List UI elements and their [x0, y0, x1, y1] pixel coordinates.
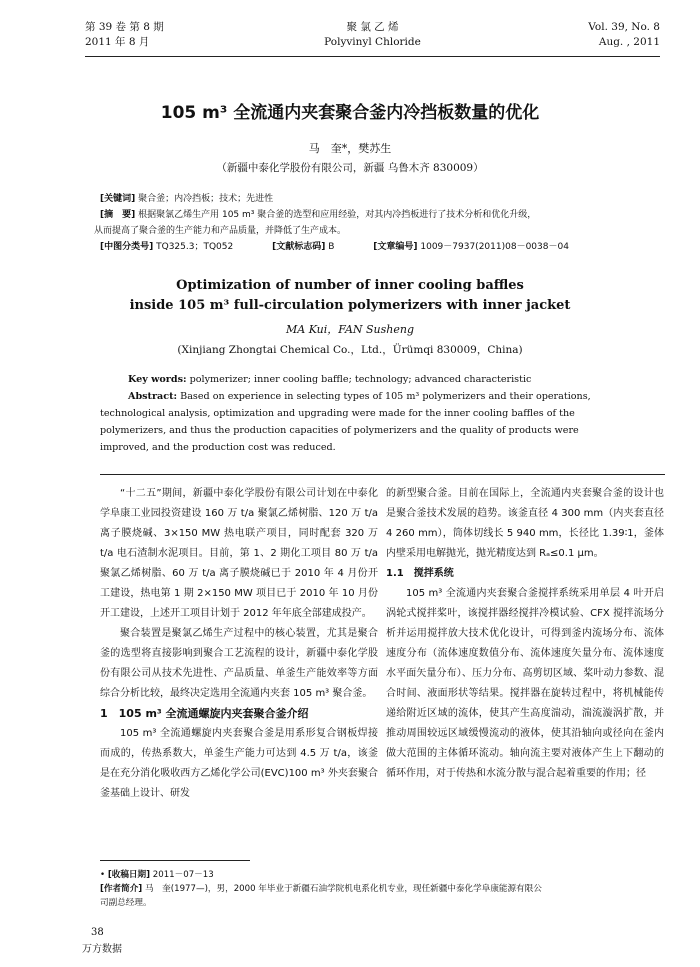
volume-issue-cn: 第 39 卷 第 8 期	[85, 21, 164, 33]
header-right	[588, 20, 660, 50]
abstract-divider	[100, 474, 665, 475]
body-column-left	[100, 484, 378, 804]
author-bio: [作者简介] 马 奎(1977—)，男，2000 年毕业于新疆石油学院机电系化机专业，现任新疆中泰化学阜康能源有限公	[100, 884, 542, 894]
body-paragraph: 105 m³ 全流通螺旋内夹套聚合釜是用系形复合钢板焊接而成的，传热系数大，单釜生产能力可达到 4.5 万 t/a，该釜是在充分消化吸收西方乙烯化学公司(EVC)100 m³ 外夹套聚合釜基础上设计、研发	[100, 728, 378, 799]
cn-keywords-abstract	[94, 191, 660, 255]
section-heading: 1 105 m³ 全流通螺旋内夹套聚合釜介绍	[100, 707, 309, 720]
body-paragraph: 105 m³ 全流通内夹套聚合釜搅拌系统采用单层 4 叶开启涡轮式搅拌桨叶，该搅拌器经搅拌冷模试验、CFX 搅拌流场分析并运用搅拌放大技术优化设计，可得到釜内流场分布、流体速度分布（流体速度数值分布、流体速度矢量分布、流体速度水平面矢量分布）、压力分布、高剪切区域、桨叶动力参数、混合时间、液面形状等结果。搅拌器在旋转过程中，将机械能传递给附近区域的流体，使其产生高度湍动，湍流漩涡扩散，并推动周围较远区域缓慢流动的液体，使其沿轴向或径向在釜内做大范围的主体循环流动。轴向流主要对液体产生上下翻动的循环作用，对于传热和水流分散与混合起着重要的作用；径	[386, 588, 664, 779]
date-en: Aug. , 2011	[598, 36, 660, 48]
keywords-en: Key words: polymerizer; inner cooling baffle; technology; advanced characteristic	[128, 374, 532, 385]
abstract-cn: [摘 要] 根据聚氯乙烯生产用 105 m³ 聚合釜的选型和应用经验，对其内冷挡板进行了技术分析和优化升级，	[100, 210, 537, 220]
received-date: • [收稿日期] 2011－07－13	[100, 870, 214, 880]
abstract-cn-cont: 从而提高了聚合釜的生产能力和产品质量，并降低了生产成本。	[94, 226, 347, 236]
subsection-heading: 1.1 搅拌系统	[386, 568, 454, 579]
abstract-en-line: polymerizers, and thus the production capacities of polymerizers and the quality of products were	[100, 425, 579, 436]
watermark: 万方数据	[82, 944, 122, 955]
en-keywords-abstract	[100, 371, 665, 456]
journal-name-cn: 聚 氯 乙 烯	[346, 21, 399, 33]
date-cn: 2011 年 8 月	[85, 36, 150, 48]
abstract-en: Abstract: Based on experience in selecting types of 105 m³ polymerizers and their operations,	[128, 391, 591, 402]
footnote	[100, 868, 670, 910]
body-paragraph: 的新型聚合釜。目前在国际上，全流通内夹套聚合釜的设计也是聚合釜技术发展的趋势。该釜直径 4 300 mm（内夹套直径 4 260 mm），筒体切线长 5 940 mm，长径比 1.39∶1，釜体内壁采用电解抛光，抛光精度达到 Rₐ≤0.1 μm。	[386, 488, 664, 559]
journal-name-en: Polyvinyl Chloride	[324, 36, 421, 48]
running-header	[85, 20, 660, 57]
abstract-en-line: improved, and the production cost was reduced.	[100, 442, 336, 453]
affiliation-en: (Xinjiang Zhongtai Chemical Co.，Ltd.，Ürümqi 830009，China)	[177, 344, 523, 356]
authors-cn: 马 奎*，樊苏生	[308, 142, 392, 155]
author-bio-cont: 司副总经理。	[100, 898, 152, 908]
classification-line: [中图分类号] TQ325.3；TQ052 [文献标志码] B [文章编号] 1009－7937(2011)08－0038－04	[100, 242, 569, 252]
authors-en: MA Kui，FAN Susheng	[285, 323, 414, 336]
header-center	[85, 20, 660, 50]
body-paragraph: “十二五”期间，新疆中泰化学股份有限公司计划在中泰化学阜康工业园投资建设 160 万 t/a 聚氯乙烯树脂、120 万 t/a 离子膜烧碱、3×150 MW 热电联产项目，同时配套 320 万 t/a 电石渣制水泥项目。目前，第 1、2 期化工项目 80 万 t/a 聚氯乙烯树脂、60 万 t/a 离子膜烧碱已于 2010 年 4 月份开工建设，热电第 1 期 2×150 MW 项目已于 2010 年 10 月份开工建设，上述开工项目计划于 2012 年年底全部建成投产。	[100, 488, 378, 619]
article-title-cn: 105 m³ 全流通内夹套聚合釜内冷挡板数量的优化	[160, 103, 540, 123]
volume-issue-en: Vol. 39, No. 8	[588, 21, 660, 33]
body-column-right	[386, 484, 664, 784]
affiliation-cn: （新疆中泰化学股份有限公司，新疆 乌鲁木齐 830009）	[216, 162, 484, 174]
keywords-cn: [关键词] 聚合釜；内冷挡板；技术；先进性	[100, 194, 274, 204]
page-number: 38	[91, 927, 104, 938]
body-paragraph: 聚合装置是聚氯乙烯生产过程中的核心装置，尤其是聚合釜的选型将直接影响到聚合工艺流程的设计，新疆中泰化学股份有限公司从技术先进性、产品质量、单釜生产能效率等方面综合分析比较，最终决定选用全流通内夹套 105 m³ 聚合釜。	[100, 628, 378, 699]
abstract-en-line: technological analysis, optimization and upgrading were made for the inner cooling baffles of the	[100, 408, 575, 419]
footnote-rule	[100, 860, 250, 861]
article-title-en: Optimization of number of inner cooling baffles inside 105 m³ full-circulation polymerizers with inner jacket	[129, 278, 571, 313]
